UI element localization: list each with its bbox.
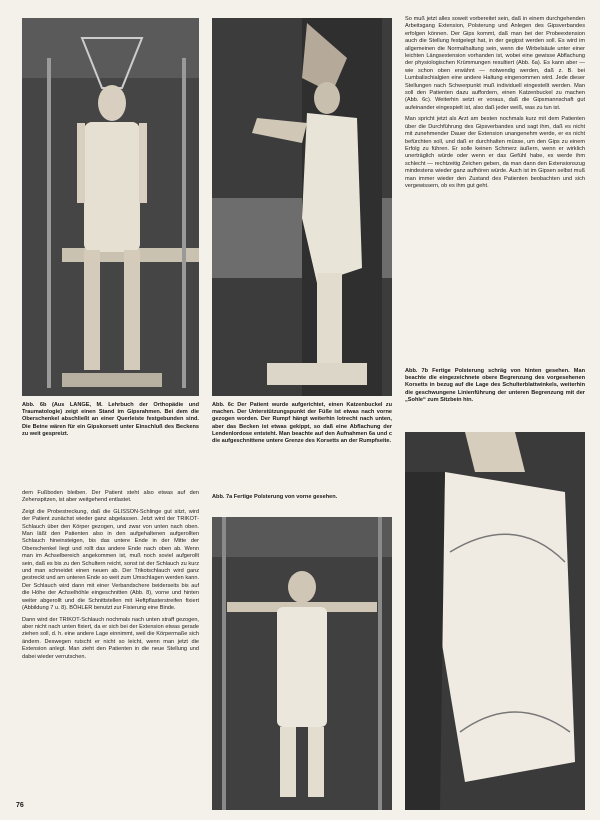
page-number: 76: [16, 802, 24, 809]
photo-abb-6b: [22, 18, 199, 396]
paragraph: So muß jetzt alles soweit vorbereitet sein, daß in einem durchgehenden Arbeitsgang Extension, Polsterung und Anlegen des Gipsverbandes erfolgen können. Der Gips kommt, daß man bei der Probeextension auch die Stellung festgelegt hat, in der gegipst werden soll. Es wird im allgemeinen die Normalhaltung sein, wenn die Wirbelsäule unter einer leichten Längsextension vorhanden ist, wobei eine gewisse Abflachung der physiologischen Krümmungen resultiert (Abb. 6a). Es kann aber — wie schon oben erwähnt — notwendig werden, daß z. B. bei Lumbalischialgien eine andere Haltung eingenommen wird. Jede dieser Stellungen nach Schwerpunkt muß individuell eingestellt werden. Man soll den Patienten dazu auffordern, einen Katzenbuckel zu machen (Abb. 6c). Weiterhin setzt er voraus, daß die Gipsmannschaft gut aufeinander eingespielt ist, also daß jeder weiß, was zu tun ist.: [405, 16, 585, 111]
photo-abb-7a: [212, 517, 392, 810]
paragraph: dem Fußboden bleiben. Der Patient steht also etwas auf den Zehenspitzen, ist aber weitgehend entlastet.: [22, 490, 199, 504]
body-text-right-column: [405, 16, 585, 194]
caption-abb-6b: Abb. 6b (Aus LANGE, M. Lehrbuch der Orthopädie und Traumatologie) zeigt einen Stand im Gipsrahmen. Bei dem die Oberschenkel abschließt an einer Querleiste festgebunden sind. Die Beine wären für ein Gipskorsett unter Einschluß des Beckens zu weit gespreizt.: [22, 402, 199, 437]
caption-abb-7b: Abb. 7b Fertige Polsterung schräg von hinten gesehen. Man beachte die eingezeichnete obere Begrenzung des vorgesehenen Korsetts in bezug auf die Lage des Schulterblattwinkels, weiterhin die geschwungene Linienführung der unteren Begrenzung mit der „Sohle“ zum Sitzbein hin.: [405, 368, 585, 403]
paragraph: Man spricht jetzt als Arzt am besten nochmals kurz mit dem Patienten über die Durchführung des Gipsverbandes und sagt ihm, daß es nicht mit zunehmender Dauer der Extension unangenehm werde, er es nicht befürchten soll, und daß er durchhalten müsse, um den Gips zu einem Erfolg zu führen. Er solle keinen Schmerz äußern, wenn er wirklich unerträglich würde oder wenn er das Gefühl habe, es werde ihm schlecht — rechtzeitig Zeichen geben, da man dann den Extensionszug mindestens wieder ganz aufhören würde. Auch ist im Gipsen selbst muß man immer wieder den Zustand des Patienten beobachten und sich vergewissern, ob es ihm gut geht.: [405, 116, 585, 189]
caption-abb-7a: Abb. 7a Fertige Polsterung von vorne gesehen.: [212, 494, 338, 500]
paragraph: Zeigt die Probestreckung, daß die GLISSON-Schlinge gut sitzt, wird der Patient zunächst wieder ganz abgelassen. Jetzt wird der TRIKOT-Schlauch über den Körper gezogen, und zwar von unten nach oben. Man läßt den Patienten also in den aufgehaltenen aufgerollten Schlauch hineinsteigen, bis das untere Ende in der Mitte der Oberschenkel liegt und rollt das andere Ende nach oben ab. Wenn man im Achselbereich angekommen ist, muß noch soviel aufgerollt sein, daß es bis zu den Schultern reicht, sonst ist der Schlauch zu kurz und man schneidet einen neuen ab. Der Trikotschlauch wird ganz gestreckt und am unteren Ende so weit zum Umschlagen werden kann. Der Schlauch wird dann mit einer Verbandschere beiderseits bis auf die Höhe der Achselhöhle eingeschnitten (Abb. 8), vorne und hinten weiter abgerollt und die Schnittstellen mit Heftpflasterstreifen fixiert (Abbildung 7 u. 8). BÖHLER benutzt zur Fixierung eine Binde.: [22, 508, 199, 612]
photo-abb-7b: [405, 432, 585, 810]
photo-abb-6c: [212, 18, 392, 396]
caption-abb-6c: Abb. 6c Der Patient wurde aufgerichtet, einen Katzenbuckel zu machen. Der Unterstützungspunkt der Füße ist etwas nach vorne gezogen worden. Der Rumpf hängt weiterhin lotrecht nach unten, aber das Becken ist etwas gekippt, so daß eine Abflachung der Lendenlordose entsteht. Man beachte auf den Aufnahmen 6a und c die aufgeschnittene untere Grenze des Korsetts an der Rumpfseite.: [212, 402, 392, 445]
body-text-left-column: [22, 490, 199, 665]
paragraph: Dann wird der TRIKOT-Schlauch nochmals nach unten straff gezogen, aber nicht nach unten fixiert, da er sich bei der Extension etwas gerade ziehen soll, d. h. eine andere Lage einnimmt, weil die Körpermaße sich ändern. Deswegen rutscht er nicht so leicht, wenn man jetzt die Extension anlegt. Man zieht den Patienten in die neue Stellung und dabei wieder verrutschen.: [22, 616, 199, 660]
